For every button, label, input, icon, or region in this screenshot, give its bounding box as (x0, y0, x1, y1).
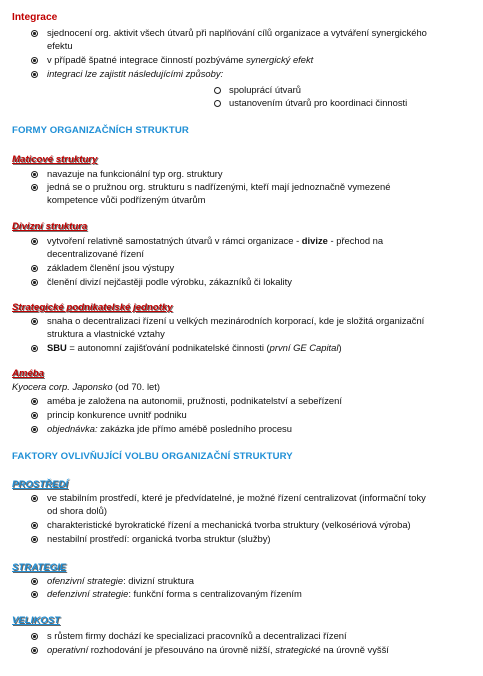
bullet-icon (31, 71, 38, 78)
section-heading-formy: FORMY ORGANIZAČNÍCH STRUKTUR (12, 125, 189, 136)
list-item: v případě špatné integrace činností pozbýváme synergický efekt (47, 54, 314, 65)
bullet-icon (31, 647, 38, 654)
subheading-maticove: Maticové struktury (12, 154, 98, 165)
ameba-note: Kyocera corp. Japonsko (od 70. let) (12, 381, 160, 392)
circle-bullet-icon (214, 100, 221, 107)
bullet-icon (31, 536, 38, 543)
bullet-icon (31, 633, 38, 640)
bullet-icon (31, 495, 38, 502)
list-item: princip konkurence uvnitř podniku (47, 409, 187, 420)
subheading-prostredi: PROSTŘEDÍ (12, 479, 68, 490)
list-item-continuation: decentralizované řízení (47, 248, 144, 259)
subheading-strategie: STRATEGIE (12, 562, 67, 573)
bullet-icon (31, 57, 38, 64)
list-item: defenzivní strategie: funkční forma s centralizovaným řízením (47, 588, 302, 599)
list-item: s růstem firmy dochází ke specializaci pracovníků a decentralizaci řízení (47, 630, 347, 641)
list-item: snaha o decentralizaci řízení u velkých mezinárodních korporací, kde je složitá organizační (47, 315, 425, 326)
list-item: operativní rozhodování je přesouváno na úrovně nižší, strategické na úrovně vyšší (47, 644, 389, 655)
bullet-icon (31, 171, 38, 178)
list-item-continuation: od shora dolů) (47, 505, 107, 516)
section-heading-integrace: Integrace (12, 12, 58, 23)
list-item: ofenzivní strategie: divizní struktura (47, 575, 194, 586)
list-item-continuation: kompetence vůči podřízeným útvarům (47, 194, 206, 205)
list-item-continuation: efektu (47, 40, 73, 51)
list-item: základem členění jsou výstupy (47, 262, 175, 273)
bullet-icon (31, 522, 38, 529)
subheading-velikost: VELIKOST (12, 615, 60, 626)
subheading-ameba: Améba (12, 368, 44, 379)
bullet-icon (31, 398, 38, 405)
bullet-icon (31, 345, 38, 352)
list-item: améba je založena na autonomii, pružnosti, podnikatelství a sebeřízení (47, 395, 342, 406)
bullet-icon (31, 318, 38, 325)
bullet-icon (31, 412, 38, 419)
list-item: integraci lze zajistit následujícími způsoby: (47, 68, 224, 79)
section-heading-faktory: FAKTORY OVLIVŇUJÍCÍ VOLBU ORGANIZAČNÍ STRUKTURY (12, 451, 293, 462)
list-item: SBU = autonomní zajišťování podnikatelské činnosti (první GE Capital) (47, 342, 342, 353)
list-item: ve stabilním prostředí, které je předvídatelné, je možné řízení centralizovat (informační toky (47, 492, 426, 503)
list-item: navazuje na funkcionální typ org. struktury (47, 168, 223, 179)
list-item: členění divizí nejčastěji podle výrobku, zákazníků či lokality (47, 276, 292, 287)
subheading-strategicke: Strategické podnikatelské jednotky (12, 302, 173, 313)
bullet-icon (31, 426, 38, 433)
list-item: vytvoření relativně samostatných útvarů v rámci organizace - divize - přechod na (47, 235, 384, 246)
bullet-icon (31, 30, 38, 37)
list-item: sjednocení org. aktivit všech útvarů při naplňování cílů organizace a vytváření synergického (47, 27, 427, 38)
bullet-icon (31, 578, 38, 585)
bullet-icon (31, 265, 38, 272)
subheading-divizni: Divizní struktura (12, 221, 88, 232)
sub-list-item: spoluprácí útvarů (229, 84, 301, 95)
circle-bullet-icon (214, 87, 221, 94)
list-item: jedná se o pružnou org. strukturu s nadřízenými, kteří mají jednoznačně vymezené (47, 181, 391, 192)
sub-list-item: ustanovením útvarů pro koordinaci činnosti (229, 97, 408, 108)
list-item-continuation: struktura a vlastnické vztahy (47, 328, 165, 339)
bullet-icon (31, 591, 38, 598)
bullet-icon (31, 238, 38, 245)
list-item: charakteristické byrokratické řízení a mechanická tvorba struktury (velkosériová výroba) (47, 519, 411, 530)
list-item: objednávka: zakázka jde přímo amébě posledního procesu (47, 423, 292, 434)
bullet-icon (31, 184, 38, 191)
bullet-icon (31, 279, 38, 286)
list-item: nestabilní prostředí: organická tvorba struktur (služby) (47, 533, 271, 544)
